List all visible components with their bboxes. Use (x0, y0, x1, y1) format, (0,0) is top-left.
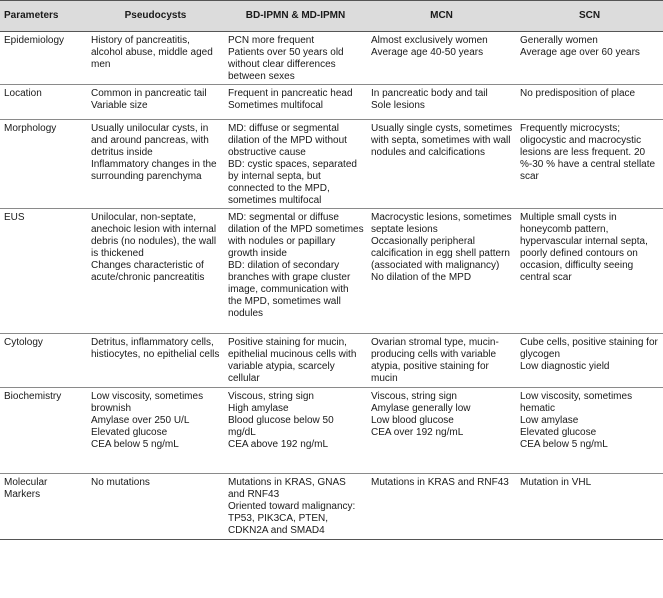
cell-pseudocysts (87, 474, 224, 540)
cell-ipmn (224, 120, 367, 209)
cell-pseudocysts (87, 120, 224, 209)
cell-ipmn (224, 209, 367, 334)
cell-text: Blood glucose below 50 mg/dL (228, 415, 334, 438)
cell-text: Oriented toward malignancy: TP53, PIK3CA, PTEN, CDKN2A and SMAD4 (228, 501, 356, 536)
cell-text: Inflammatory changes in the surrounding parenchyma (91, 159, 217, 182)
cell-mcn (367, 388, 516, 474)
cell-mcn (367, 120, 516, 209)
cell-text: Elevated glucose (520, 427, 597, 438)
cell-text: Common in pancreatic tail (91, 88, 207, 99)
cell-ipmn (224, 32, 367, 85)
cell-text: Patients over 50 years old without clear differences between sexes (228, 47, 344, 82)
cell-text: Sometimes multifocal (228, 100, 324, 111)
cell-text: No predisposition of place (520, 88, 636, 99)
cell-text: Positive staining for mucin, epithelial mucinous cells with variable atypia, scarcely cellular (228, 337, 357, 384)
cell-text: MD: segmental or diffuse dilation of the MPD sometimes with nodules or papillary growth inside (228, 212, 364, 259)
cell-pseudocysts (87, 334, 224, 388)
table-row (0, 334, 663, 388)
cell-text: Viscous, string sign (228, 391, 314, 402)
cell-text: Ovarian stromal type, mucin-producing cells with variable atypia, positive staining for mucin (371, 337, 499, 384)
cell-text: Low diagnostic yield (520, 361, 610, 372)
cell-text: History of pancreatitis, alcohol abuse, middle aged men (91, 35, 213, 70)
row-label: Cytology (0, 334, 87, 388)
cell-text: Low blood glucose (371, 415, 454, 426)
cell-text: Low viscosity, sometimes brownish (91, 391, 204, 414)
cell-text: Average age 40-50 years (371, 47, 484, 58)
cell-text: CEA above 192 ng/mL (228, 439, 329, 450)
header-scn: SCN (516, 1, 663, 32)
cell-text: PCN more frequent (228, 35, 315, 46)
table-row (0, 209, 663, 334)
cell-scn (516, 334, 663, 388)
cell-scn (516, 120, 663, 209)
cell-text: Almost exclusively women (371, 35, 488, 46)
cell-text: CEA over 192 ng/mL (371, 427, 464, 438)
cell-ipmn (224, 334, 367, 388)
cell-text: Cube cells, positive staining for glycogen (520, 337, 658, 360)
cell-scn (516, 85, 663, 120)
header-parameters: Parameters (0, 1, 87, 32)
cell-pseudocysts (87, 85, 224, 120)
cell-text: Frequently microcysts; oligocystic and macrocystic lesions are less frequent. 20 %-30 % have a central stellate scar (520, 123, 656, 182)
cell-text: CEA below 5 ng/mL (520, 439, 608, 450)
cell-text: BD: cystic spaces, separated by internal septa, but connected to the MPD, sometimes multifocal (228, 159, 357, 206)
cell-text: Usually unilocular cysts, in and around pancreas, with detritus inside (91, 123, 209, 158)
cell-scn (516, 388, 663, 474)
table-header (0, 1, 663, 32)
cell-mcn (367, 85, 516, 120)
cell-ipmn (224, 85, 367, 120)
cell-text: No mutations (91, 477, 150, 488)
cell-text: Variable size (91, 100, 148, 111)
cell-text: Elevated glucose (91, 427, 168, 438)
cell-mcn (367, 334, 516, 388)
cell-text: Mutations in KRAS and RNF43 (371, 477, 509, 488)
table-row (0, 85, 663, 120)
cell-pseudocysts (87, 32, 224, 85)
cell-text: Frequent in pancreatic head (228, 88, 353, 99)
table-row (0, 388, 663, 474)
row-label: Location (0, 85, 87, 120)
table-body (0, 32, 663, 540)
cell-text: Amylase over 250 U/L (91, 415, 190, 426)
cell-mcn (367, 209, 516, 334)
row-label: EUS (0, 209, 87, 334)
cell-ipmn (224, 388, 367, 474)
cell-text: BD: dilation of secondary branches with grape cluster image, communication with the MPD, sometimes wall nodules (228, 260, 351, 319)
cell-text: Occasionally peripheral calcification in egg shell pattern (associated with malignancy) (371, 236, 510, 271)
cell-text: No dilation of the MPD (371, 272, 472, 283)
header-ipmn: BD-IPMN & MD-IPMN (224, 1, 367, 32)
cell-text: Multiple small cysts in honeycomb pattern, hypervascular internal septa, poorly defined contours on occasion, difficulty seeing central scar (520, 212, 648, 283)
cell-mcn (367, 474, 516, 540)
cell-text: Low amylase (520, 415, 579, 426)
cell-text: Viscous, string sign (371, 391, 457, 402)
cell-text: Usually single cysts, sometimes with septa, sometimes with wall nodules and calcifications (371, 123, 513, 158)
cell-pseudocysts (87, 388, 224, 474)
cell-text: In pancreatic body and tail (371, 88, 488, 99)
cell-text: Changes characteristic of acute/chronic pancreatitis (91, 260, 205, 283)
cell-scn (516, 209, 663, 334)
row-label: Morphology (0, 120, 87, 209)
cell-pseudocysts (87, 209, 224, 334)
cell-ipmn (224, 474, 367, 540)
cell-text: CEA below 5 ng/mL (91, 439, 179, 450)
table-row (0, 474, 663, 540)
cell-text: Sole lesions (371, 100, 425, 111)
cell-mcn (367, 32, 516, 85)
cell-text: Macrocystic lesions, sometimes septate lesions (371, 212, 512, 235)
cell-text: Generally women (520, 35, 598, 46)
cell-text: Unilocular, non-septate, anechoic lesion with internal debris (no nodules), the wall is thickened (91, 212, 217, 259)
table-row (0, 120, 663, 209)
row-label: Epidemiology (0, 32, 87, 85)
header-row (0, 1, 663, 32)
cell-text: High amylase (228, 403, 289, 414)
header-pseudocysts: Pseudocysts (87, 1, 224, 32)
cell-text: Amylase generally low (371, 403, 471, 414)
cell-text: Mutation in VHL (520, 477, 592, 488)
cell-scn (516, 474, 663, 540)
cell-text: MD: diffuse or segmental dilation of the MPD without obstructive cause (228, 123, 347, 158)
cell-text: Mutations in KRAS, GNAS and RNF43 (228, 477, 346, 500)
header-mcn: MCN (367, 1, 516, 32)
cell-text: Detritus, inflammatory cells, histiocytes, no epithelial cells (91, 337, 220, 360)
cell-text: Average age over 60 years (520, 47, 640, 58)
row-label: Molecular Markers (0, 474, 87, 540)
cell-scn (516, 32, 663, 85)
cell-text: Low viscosity, sometimes hematic (520, 391, 633, 414)
table-row (0, 32, 663, 85)
row-label: Biochemistry (0, 388, 87, 474)
